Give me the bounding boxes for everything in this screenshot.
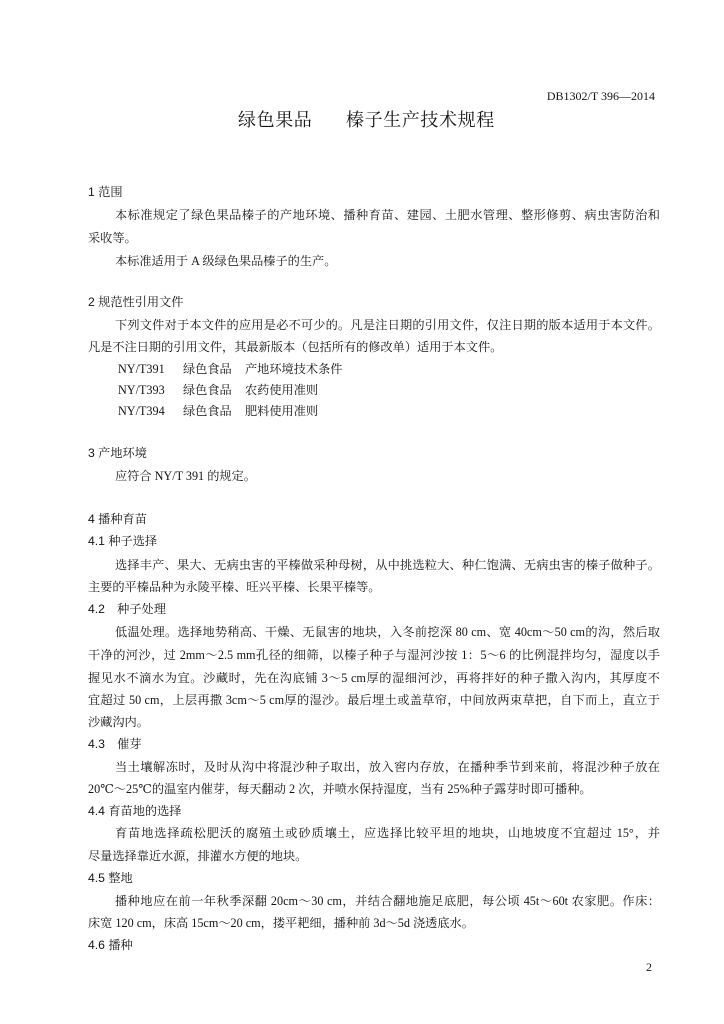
- section-heading-seedling: 4 播种育苗: [88, 512, 147, 526]
- paragraph-line: 应符合 NY/T 391 的规定。: [115, 469, 256, 483]
- paragraph-line: 本标准规定了绿色果品榛子的产地环境、播种育苗、建园、土肥水管理、整形修剪、病虫害防治和: [115, 208, 660, 222]
- reference-name: 产地环境技术条件: [245, 362, 343, 376]
- paragraph-line: 本标准适用于 A 级绿色果品榛子的生产。: [115, 254, 337, 268]
- title-part-2: 榛子生产技术规程: [346, 110, 495, 130]
- section-heading-scope: 1 范围: [88, 185, 123, 199]
- subsection-heading-germination: 4.3 催芽: [88, 737, 142, 751]
- paragraph-line: 床宽 120 cm，床高 15cm～20 cm，搂平耙细，播种前 3d～5d 浇透底水。: [88, 916, 474, 930]
- paragraph-line: 主要的平榛品种为永陵平榛、旺兴平榛、长果平榛等。: [88, 580, 381, 594]
- subsection-heading-nursery-site: 4.4 育苗地的选择: [88, 804, 182, 818]
- reference-name: 肥料使用准则: [245, 404, 319, 418]
- paragraph-line: 宜超过 50 cm，上层再撒 3cm～5 cm厚的湿沙。最后埋土或盖草帘，中间放两束草把，自下而上，直立于: [88, 693, 660, 707]
- paragraph-line: 沙藏沟内。: [88, 715, 149, 729]
- reference-code: NY/T391: [118, 362, 165, 376]
- paragraph-line: 干净的河沙，过 2mm～2.5 mm孔径的细筛，以榛子种子与湿河沙按 1：5～6 的比例混拌均匀，湿度以手: [88, 648, 660, 662]
- reference-category: 绿色食品: [183, 383, 232, 397]
- page-number: 2: [646, 960, 652, 974]
- paragraph-line: 握见水不滴水为宜。沙藏时，先在沟底铺 3～5 cm厚的湿细河沙，再将拌好的种子撒入沟内，其厚度不: [88, 671, 660, 685]
- paragraph-line: 采收等。: [88, 231, 137, 245]
- reference-name: 农药使用准则: [245, 383, 319, 397]
- reference-category: 绿色食品: [183, 362, 232, 376]
- section-heading-references: 2 规范性引用文件: [88, 295, 184, 309]
- paragraph-line: 凡是不注日期的引用文件，其最新版本（包括所有的修改单）适用于本文件。: [88, 340, 503, 354]
- subsection-heading-sowing: 4.6 播种: [88, 938, 133, 952]
- paragraph-line: 下列文件对于本文件的应用是必不可少的。凡是注日期的引用文件，仅注日期的版本适用于本文件。: [115, 318, 660, 332]
- title-part-1: 绿色果品: [238, 110, 313, 130]
- standard-code: DB1302/T 396—2014: [546, 89, 655, 103]
- subsection-heading-land-preparation: 4.5 整地: [88, 871, 133, 885]
- paragraph-line: 播种地应在前一年秋季深翻 20cm～30 cm，并结合翻地施足底肥，每公顷 45t～60t 农家肥。作床：: [115, 894, 660, 908]
- paragraph-line: 当土壤解冻时，及时从沟中将混沙种子取出，放入窖内存放，在播种季节到来前，将混沙种子放在: [115, 760, 660, 774]
- paragraph-line: 尽量选择靠近水源，排灌水方便的地块。: [88, 849, 308, 863]
- paragraph-line: 育苗地选择疏松肥沃的腐殖土或砂质壤土，应选择比较平坦的地块，山地坡度不宜超过 15°，并: [115, 826, 660, 840]
- subsection-heading-seed-selection: 4.1 种子选择: [88, 534, 158, 548]
- paragraph-line: 20℃～25℃的温室内催芽，每天翻动 2 次，并喷水保持湿度，当有 25%种子露芽时即可播种。: [88, 782, 592, 796]
- section-heading-environment: 3 产地环境: [88, 446, 147, 460]
- paragraph-line: 选择丰产、果大、无病虫害的平榛做采种母树，从中挑选粒大、种仁饱满、无病虫害的榛子做种子。: [115, 558, 660, 572]
- reference-category: 绿色食品: [183, 404, 232, 418]
- reference-code: NY/T393: [118, 383, 165, 397]
- reference-code: NY/T394: [118, 404, 165, 418]
- subsection-heading-seed-treatment: 4.2 种子处理: [88, 602, 166, 616]
- paragraph-line: 低温处理。选择地势稍高、干燥、无鼠害的地块，入冬前挖深 80 cm、宽 40cm～50 cm的沟，然后取: [115, 625, 660, 639]
